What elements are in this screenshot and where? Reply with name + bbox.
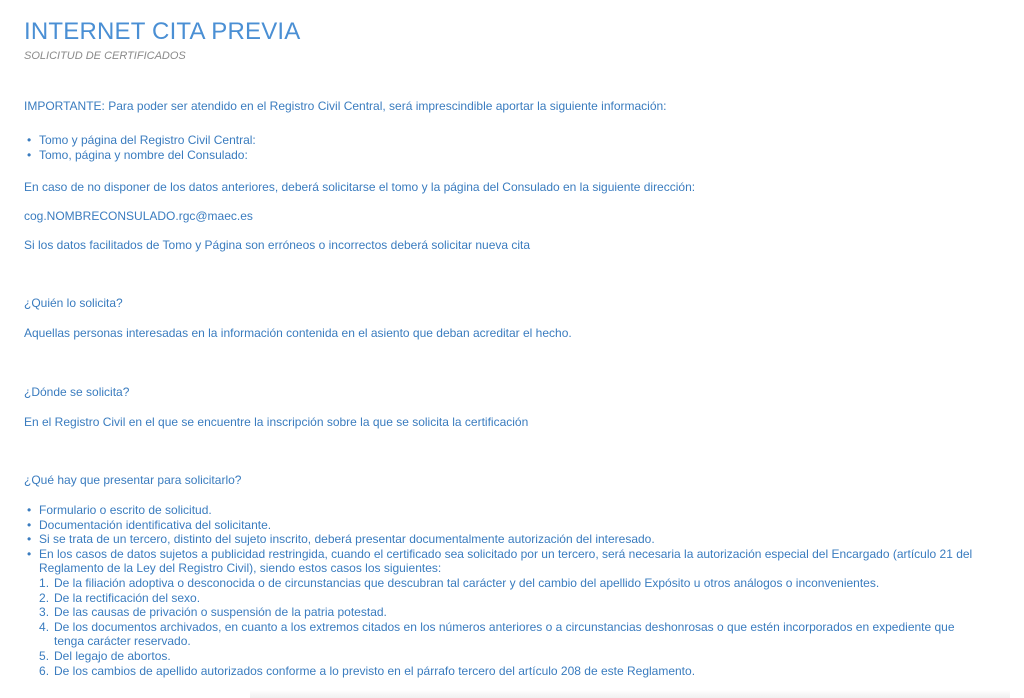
restricted-data-text: En los casos de datos sujetos a publicidad restringida, cuando el certificado sea solicitado por un tercero, será necesaria la autorización especial del Encargado (artículo 21 del Reglamento de la Ley del Registro Civil), siendo estos casos los siguientes: bbox=[39, 546, 973, 576]
list-item: De los cambios de apellido autorizados conforme a lo previsto en el párrafo tercero del artículo 208 de este Reglamento. bbox=[54, 663, 696, 678]
list-item: De los documentos archivados, en cuanto a los extremos citados en los números anteriores o a circunstancias deshonrosas o que estén incorporados en expediente que tenga carácter reservado. bbox=[54, 619, 955, 649]
who-answer: Aquellas personas interesadas en la información contenida en el asiento que deban acreditar el hecho. bbox=[24, 326, 572, 340]
consulate-email: cog.NOMBRECONSULADO.rgc@maec.es bbox=[24, 209, 253, 223]
important-list bbox=[24, 133, 1014, 162]
list-item: De la rectificación del sexo. bbox=[54, 590, 201, 605]
page-title: INTERNET CITA PREVIA bbox=[24, 18, 301, 45]
list-item: De la filiación adoptiva o desconocida o de circunstancias que descubran tal carácter y del cambio del apellido Expósito u otros análogos o inconvenientes. bbox=[54, 575, 880, 590]
page-subtitle: SOLICITUD DE CERTIFICADOS bbox=[24, 50, 186, 62]
list-item: • Documentación identificativa del solicitante. bbox=[24, 518, 1014, 533]
important-intro: IMPORTANTE: Para poder ser atendido en el Registro Civil Central, será imprescindible aportar la siguiente información: bbox=[24, 99, 667, 113]
restricted-cases-list bbox=[39, 576, 974, 678]
fallback-text: En caso de no disponer de los datos anteriores, deberá solicitarse el tomo y la página del Consulado en la siguiente dirección: bbox=[24, 180, 696, 194]
list-item: De las causas de privación o suspensión de la patria potestad. bbox=[54, 605, 387, 620]
list-item: • Tomo, página y nombre del Consulado: bbox=[24, 148, 1014, 163]
where-question: ¿Dónde se solicita? bbox=[24, 385, 130, 399]
list-item: Del legajo de abortos. bbox=[54, 648, 171, 663]
list-item: • Formulario o escrito de solicitud. bbox=[24, 503, 1014, 518]
what-question: ¿Qué hay que presentar para solicitarlo? bbox=[24, 473, 242, 487]
requirements-list bbox=[24, 503, 1014, 678]
list-item bbox=[24, 547, 1014, 678]
where-answer: En el Registro Civil en el que se encuentre la inscripción sobre la que se solicita la certificación bbox=[24, 415, 529, 429]
warning-text: Si los datos facilitados de Tomo y Página son erróneos o incorrectos deberá solicitar nueva cita bbox=[24, 238, 531, 252]
who-question: ¿Quién lo solicita? bbox=[24, 296, 123, 310]
list-item: • Tomo y página del Registro Civil Central: bbox=[24, 133, 1014, 148]
bottom-shadow bbox=[250, 690, 1010, 698]
list-item: • Si se trata de un tercero, distinto del sujeto inscrito, deberá presentar documentalmente autorización del interesado. bbox=[24, 532, 1014, 547]
